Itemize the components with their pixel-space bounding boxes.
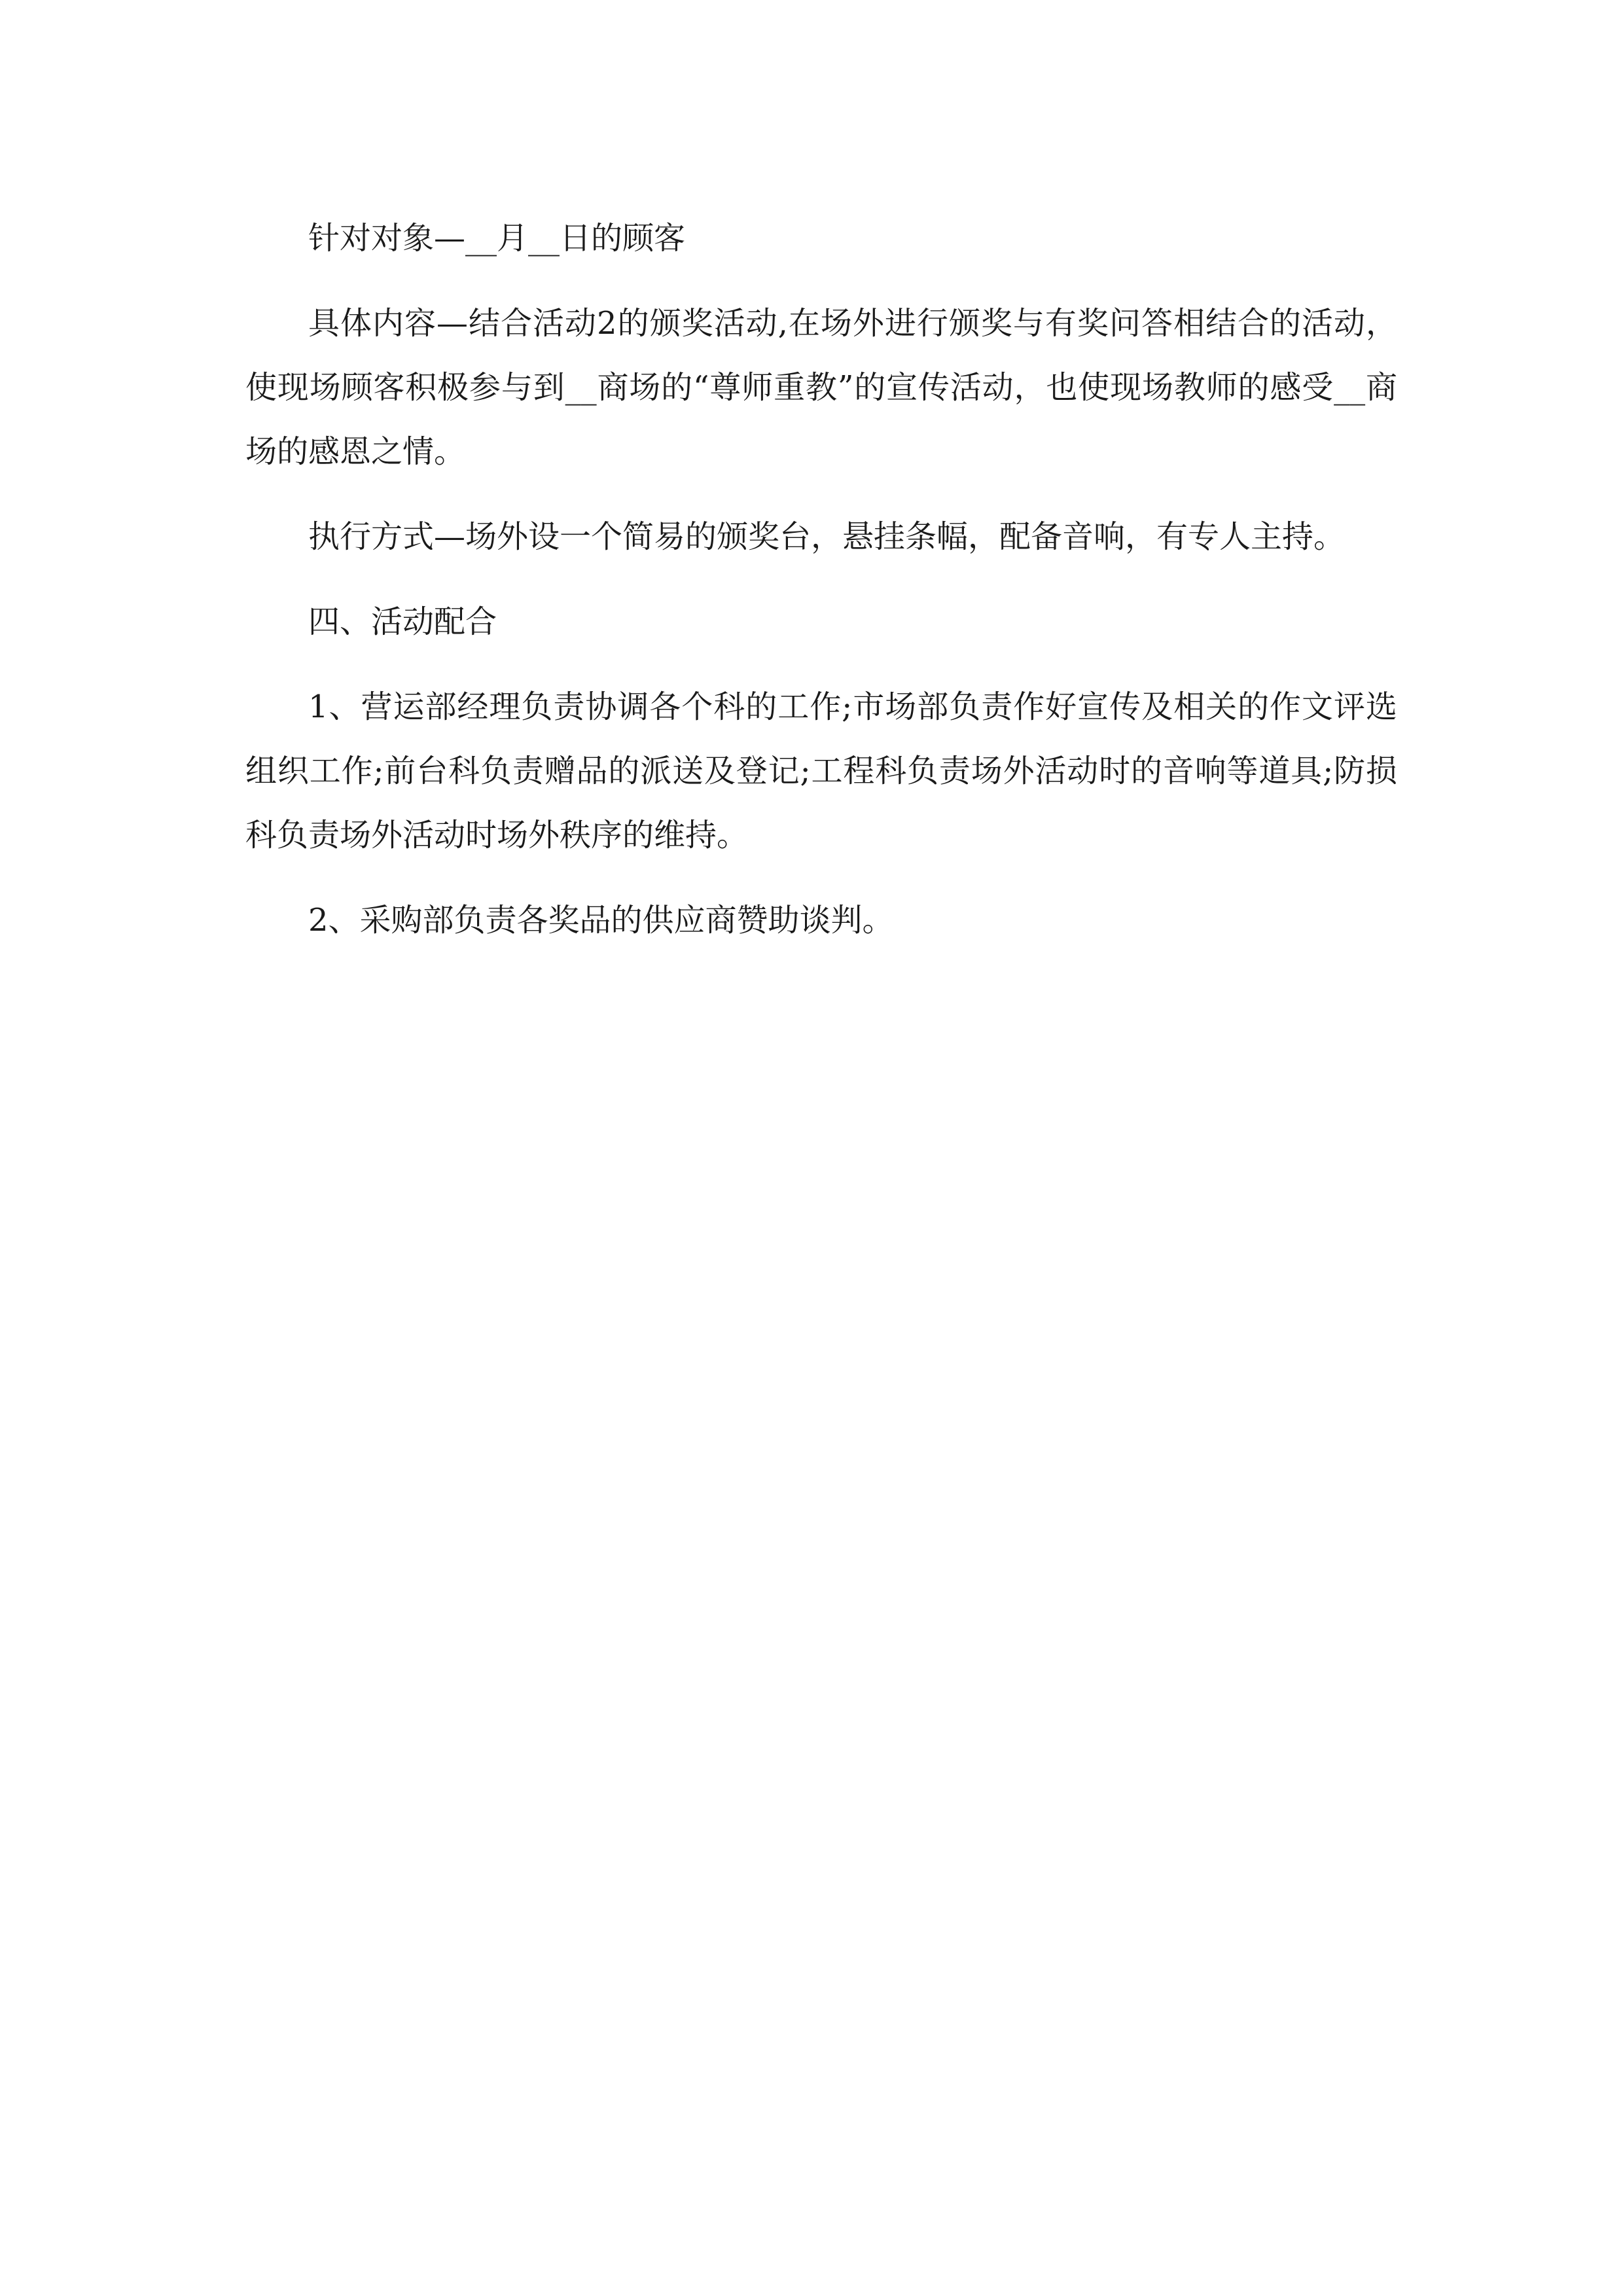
paragraph-item-1: 1、营运部经理负责协调各个科的工作;市场部负责作好宣传及相关的作文评选组织工作;前台科负责赠品的派送及登记;工程科负责场外活动时的音响等道具;防损科负责场外活动时场外秩序的维持。: [245, 689, 1397, 853]
section-heading-activity-coordination: 四、活动配合: [308, 603, 497, 640]
paragraph-specific-content: 具体内容—结合活动2的颁奖活动,在场外进行颁奖与有奖问答相结合的活动，使现场顾客积极参与到__商场的“尊师重教”的宣传活动，也使现场教师的感受__商场的感恩之情。: [245, 305, 1397, 470]
paragraph-target-audience: 针对对象—__月__日的顾客: [308, 220, 686, 257]
document-body: [245, 206, 1397, 973]
paragraph-item-2: 2、采购部负责各奖品的供应商赞助谈判。: [308, 902, 894, 939]
paragraph-execution-method: 执行方式—场外设一个简易的颁奖台，悬挂条幅，配备音响，有专人主持。: [308, 518, 1346, 555]
